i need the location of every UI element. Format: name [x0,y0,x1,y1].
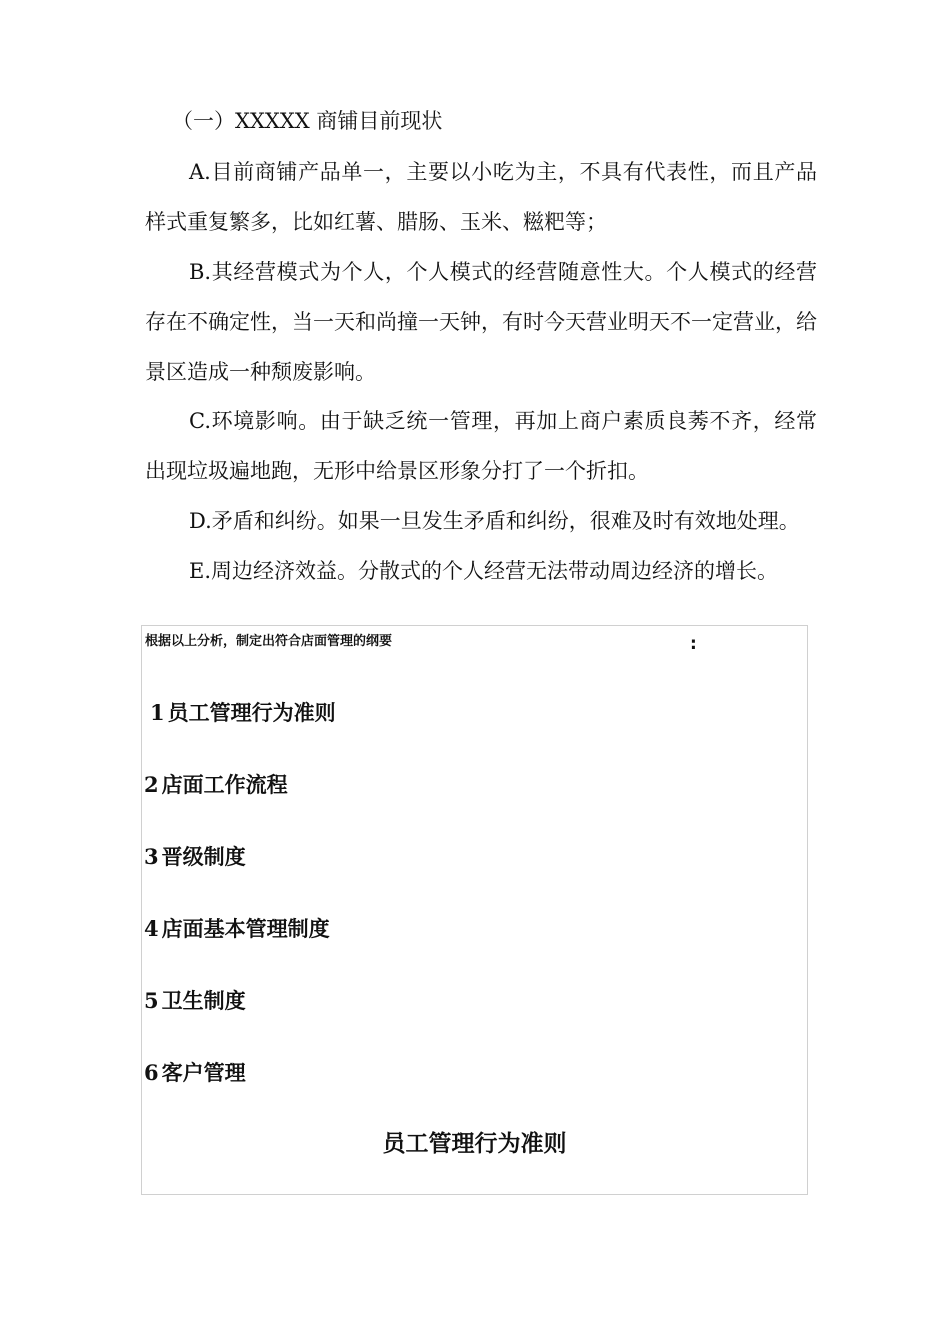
outline-item-number: 1 [150,700,165,725]
outline-item-label: 客户管理 [161,1061,246,1085]
outline-item-6 [144,1059,246,1087]
paragraph-b: B.其经营模式为个人，个人模式的经营随意性大。个人模式的经营存在不确定性，当一天和尚撞一天钟，有时今天营业明天不一定营业，给景区造成一种颓废影响。 [145,260,817,384]
outline-colon: : [690,634,697,654]
section-title: 员工管理行为准则 [382,1131,567,1157]
outline-item-label: 晋级制度 [161,845,246,869]
section-heading: （一）XXXXX 商铺目前现状 [172,109,443,133]
outline-item-number: 4 [144,916,159,941]
outline-item-2 [144,771,288,799]
outline-box [141,625,808,1195]
outline-item-4 [144,915,330,943]
outline-item-number: 5 [144,988,159,1013]
outline-item-number: 3 [144,844,159,869]
outline-item-5 [144,987,246,1015]
outline-item-1 [150,699,336,727]
outline-item-number: 6 [144,1060,159,1085]
paragraph-d: D.矛盾和纠纷。如果一旦发生矛盾和纠纷，很难及时有效地处理。 [189,509,800,533]
outline-item-number: 2 [144,772,159,797]
paragraph-c: C.环境影响。由于缺乏统一管理，再加上商户素质良莠不齐，经常出现垃圾遍地跑，无形中给景区形象分打了一个折扣。 [145,409,817,483]
outline-item-label: 卫生制度 [161,989,246,1013]
outline-item-3 [144,843,246,871]
outline-intro: 根据以上分析，制定出符合店面管理的纲要 [145,634,393,649]
outline-item-label: 店面工作流程 [161,773,288,797]
paragraph-a: A.目前商铺产品单一，主要以小吃为主，不具有代表性，而且产品样式重复繁多，比如红薯、腊肠、玉米、糍粑等； [145,160,817,234]
outline-item-label: 店面基本管理制度 [161,917,330,941]
outline-item-label: 员工管理行为准则 [167,701,336,725]
paragraph-e: E.周边经济效益。分散式的个人经营无法带动周边经济的增长。 [189,559,779,583]
